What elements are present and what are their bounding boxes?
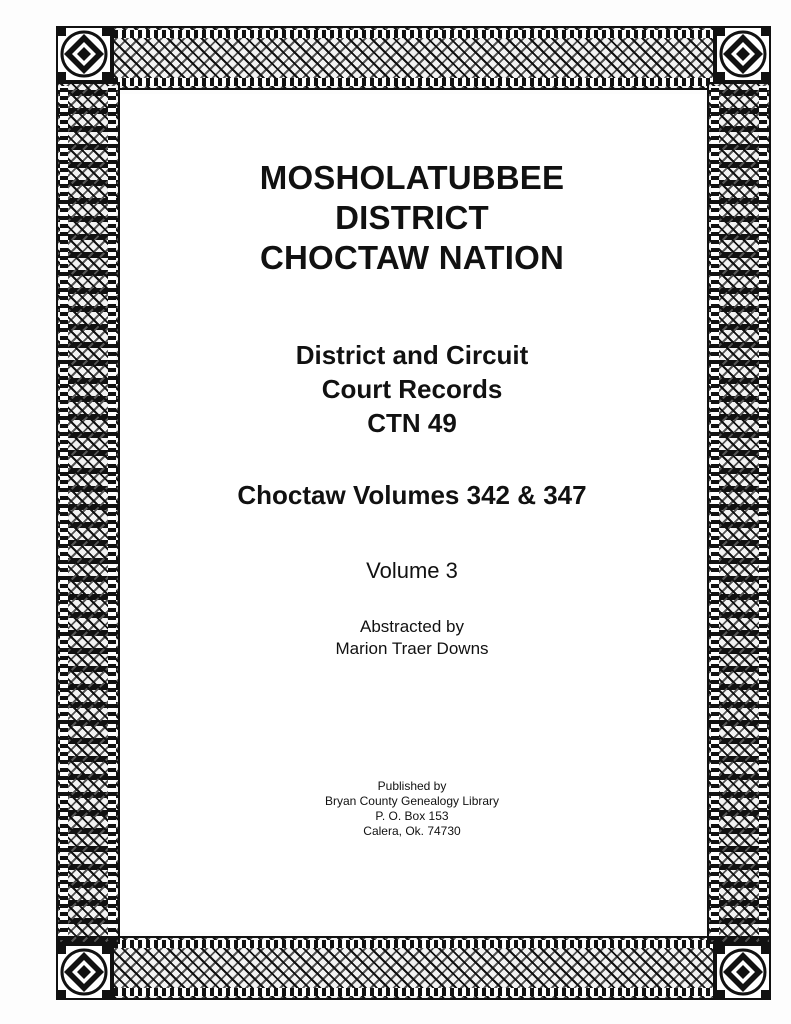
abstract-credit [120,616,704,660]
quilt-star-block-icon [715,944,771,1000]
title-line-2: DISTRICT [335,199,489,236]
publisher-name: Bryan County Genealogy Library [324,794,500,808]
subtitle [120,338,704,440]
quilt-border-left-sawtooth-inner [108,86,116,940]
publisher-address: P. O. Box 153 [375,809,449,823]
quilt-border-top-sawtooth-inner [114,78,713,86]
title-line-3: CHOCTAW NATION [259,239,565,276]
quilt-star-block-icon [715,26,771,82]
volume-number: Volume 3 [366,558,458,583]
abstract-author: Marion Traer Downs [335,639,489,658]
quilt-border-top-sawtooth [114,30,713,38]
volumes-label: Choctaw Volumes 342 & 347 [237,480,587,510]
cover-content [120,94,704,932]
subtitle-line-2: Court Records [321,374,503,404]
quilt-border-bottom-sawtooth-outer [114,988,713,996]
abstract-line-1: Abstracted by [360,617,464,636]
title-line-1: MOSHOLATUBBEE [259,159,565,196]
publisher-city: Calera, Ok. 74730 [363,824,461,838]
publisher-line-1: Published by [377,779,447,793]
quilt-star-block-icon [56,944,112,1000]
quilt-border-right-sawtooth-outer [759,86,767,940]
subtitle-line-1: District and Circuit [295,340,529,370]
quilt-border-left-sawtooth [60,86,68,940]
quilt-border-bottom-sawtooth [114,940,713,948]
subtitle-line-3: CTN 49 [367,408,457,438]
main-title [120,158,704,278]
publisher-info [120,779,704,839]
quilt-star-block-icon [56,26,112,82]
quilt-border-right-sawtooth [711,86,719,940]
